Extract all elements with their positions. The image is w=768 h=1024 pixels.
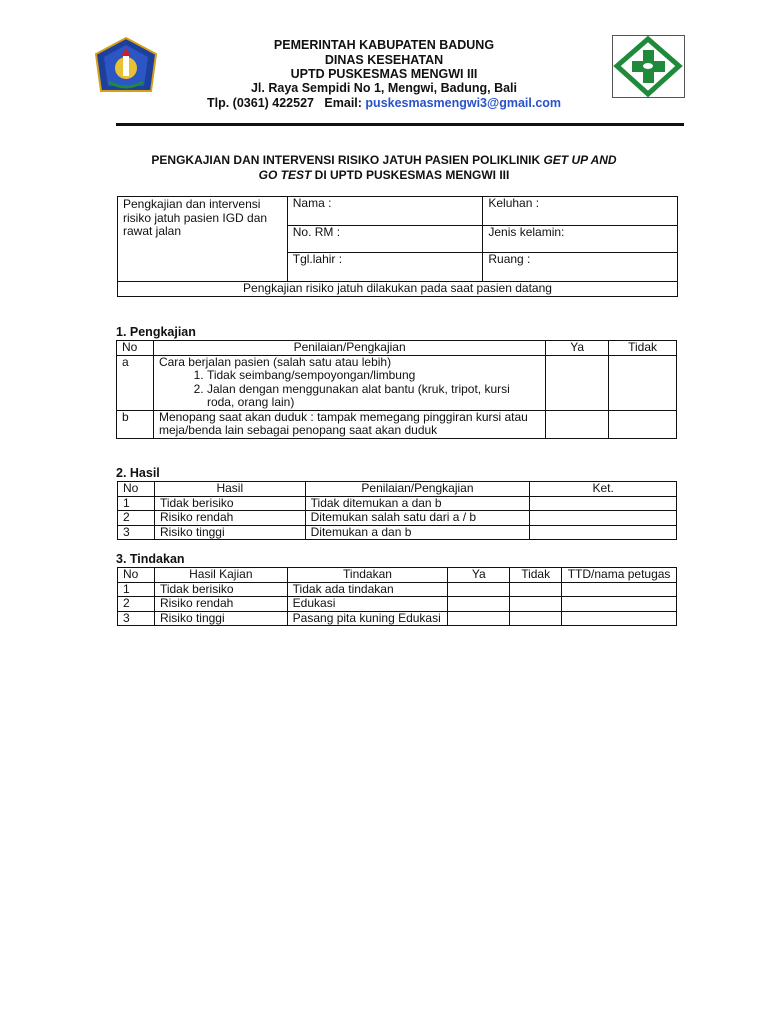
document-title <box>100 153 668 183</box>
tindakan-row-2-ttd[interactable] <box>562 597 677 612</box>
row-a-item-2: 2. Jalan dengan menggunakan alat bantu (kruk, tripot, kursi roda, orang lain) <box>207 383 540 410</box>
title-part-1: PENGKAJIAN DAN INTERVENSI RISIKO JATUH PASIEN POLIKLINIK <box>151 153 544 167</box>
hasil-row <box>118 511 677 526</box>
tindakan-row-1-no: 1 <box>118 582 155 597</box>
tindakan-row-3-hasil: Risiko tinggi <box>154 611 287 626</box>
field-no-rm[interactable]: No. RM : <box>287 226 483 253</box>
tindakan-header-no: No <box>118 568 155 583</box>
section-hasil-heading: 2. Hasil <box>116 466 160 480</box>
hasil-row-1-ket[interactable] <box>530 496 677 511</box>
hasil-row-3-penilaian: Ditemukan a dan b <box>305 525 530 540</box>
title-italic-2: GO TEST <box>258 168 312 182</box>
tindakan-table <box>117 567 677 626</box>
tindakan-row-1-tindakan: Tidak ada tindakan <box>287 582 448 597</box>
row-b-text: Menopang saat akan duduk : tampak memegang pinggiran kursi atau meja/benda lain sebagai penopang saat akan duduk <box>153 410 545 438</box>
row-a-criteria <box>153 355 545 410</box>
header-line-3: UPTD PUSKESMAS MENGWI III <box>290 67 478 81</box>
tindakan-row-1-hasil: Tidak berisiko <box>154 582 287 597</box>
tindakan-row-1-ya[interactable] <box>448 582 510 597</box>
tindakan-row <box>118 611 677 626</box>
tindakan-row-1-ttd[interactable] <box>562 582 677 597</box>
pengkajian-row-b <box>117 410 677 438</box>
tindakan-row-2-ya[interactable] <box>448 597 510 612</box>
field-tgl-lahir[interactable]: Tgl.lahir : <box>287 253 483 282</box>
header-email-label: Email: <box>324 96 362 110</box>
hasil-header-penilaian: Penilaian/Pengkajian <box>305 482 530 497</box>
row-a-text: Cara berjalan pasien (salah satu atau lebih) <box>158 354 392 369</box>
tindakan-row-3-no: 3 <box>118 611 155 626</box>
title-italic-1: GET UP AND <box>543 153 617 167</box>
hasil-row <box>118 525 677 540</box>
field-jenis-kelamin[interactable]: Jenis kelamin: <box>483 226 678 253</box>
tindakan-header-tindakan: Tindakan <box>287 568 448 583</box>
tindakan-header-ya: Ya <box>448 568 510 583</box>
tindakan-row-3-tindakan: Pasang pita kuning Edukasi <box>287 611 448 626</box>
tindakan-row-3-ttd[interactable] <box>562 611 677 626</box>
tindakan-row-2-no: 2 <box>118 597 155 612</box>
hasil-row-2-no: 2 <box>118 511 155 526</box>
row-a-item-1: 1. Tidak seimbang/sempoyongan/limbung <box>207 369 540 383</box>
tindakan-row-3-tidak[interactable] <box>510 611 562 626</box>
tindakan-row <box>118 597 677 612</box>
title-part-2: DI UPTD PUSKESMAS MENGWI III <box>311 168 510 182</box>
hasil-header-hasil: Hasil <box>154 482 305 497</box>
header-divider <box>116 123 684 126</box>
pengkajian-table <box>116 340 677 439</box>
tindakan-row-3-ya[interactable] <box>448 611 510 626</box>
header-line-1: PEMERINTAH KABUPATEN BADUNG <box>273 38 495 52</box>
pengkajian-header-ya: Ya <box>546 341 609 356</box>
patient-info-table <box>117 196 678 297</box>
pengkajian-row-a <box>117 355 677 410</box>
hasil-row-2-ket[interactable] <box>530 511 677 526</box>
hasil-row-1-no: 1 <box>118 496 155 511</box>
row-a-no: a <box>117 355 154 410</box>
pengkajian-header-tidak: Tidak <box>609 341 677 356</box>
tindakan-row-2-tidak[interactable] <box>510 597 562 612</box>
header-line-2: DINAS KESEHATAN <box>324 53 444 67</box>
hasil-row-2-hasil: Risiko rendah <box>154 511 305 526</box>
tindakan-header-tidak: Tidak <box>510 568 562 583</box>
row-a-list <box>159 369 540 410</box>
patient-box-footer: Pengkajian risiko jatuh dilakukan pada saat pasien datang <box>118 282 678 297</box>
row-a-ya-cell[interactable] <box>546 355 609 410</box>
row-b-ya-cell[interactable] <box>546 410 609 438</box>
field-keluhan[interactable]: Keluhan : <box>483 197 678 226</box>
header-address: Jl. Raya Sempidi No 1, Mengwi, Badung, Bali <box>250 81 518 95</box>
hasil-row-3-ket[interactable] <box>530 525 677 540</box>
hasil-header-ket: Ket. <box>530 482 677 497</box>
hasil-row-3-no: 3 <box>118 525 155 540</box>
field-ruang[interactable]: Ruang : <box>483 253 678 282</box>
field-nama[interactable]: Nama : <box>287 197 483 226</box>
section-tindakan-heading: 3. Tindakan <box>116 552 185 566</box>
hasil-header-no: No <box>118 482 155 497</box>
header-phone: Tlp. (0361) 422527 <box>206 96 314 110</box>
hasil-row <box>118 496 677 511</box>
pengkajian-header-penilaian: Penilaian/Pengkajian <box>153 341 545 356</box>
row-b-tidak-cell[interactable] <box>609 410 677 438</box>
row-b-no: b <box>117 410 154 438</box>
hasil-row-1-hasil: Tidak berisiko <box>154 496 305 511</box>
tindakan-row-2-tindakan: Edukasi <box>287 597 448 612</box>
pengkajian-header-no: No <box>117 341 154 356</box>
header-email-link[interactable]: puskesmasmengwi3@gmail.com <box>365 96 562 110</box>
hasil-row-2-penilaian: Ditemukan salah satu dari a / b <box>305 511 530 526</box>
tindakan-row <box>118 582 677 597</box>
section-pengkajian-heading: 1. Pengkajian <box>116 325 196 339</box>
hasil-table <box>117 481 677 540</box>
tindakan-header-hasil-kajian: Hasil Kajian <box>154 568 287 583</box>
tindakan-row-1-tidak[interactable] <box>510 582 562 597</box>
tindakan-header-ttd: TTD/nama petugas <box>562 568 677 583</box>
hasil-row-1-penilaian: Tidak ditemukan a dan b <box>305 496 530 511</box>
hasil-row-3-hasil: Risiko tinggi <box>154 525 305 540</box>
tindakan-row-2-hasil: Risiko rendah <box>154 597 287 612</box>
row-a-tidak-cell[interactable] <box>609 355 677 410</box>
header-contact <box>0 96 768 111</box>
patient-box-description: Pengkajian dan intervensi risiko jatuh pasien IGD dan rawat jalan <box>118 197 288 282</box>
